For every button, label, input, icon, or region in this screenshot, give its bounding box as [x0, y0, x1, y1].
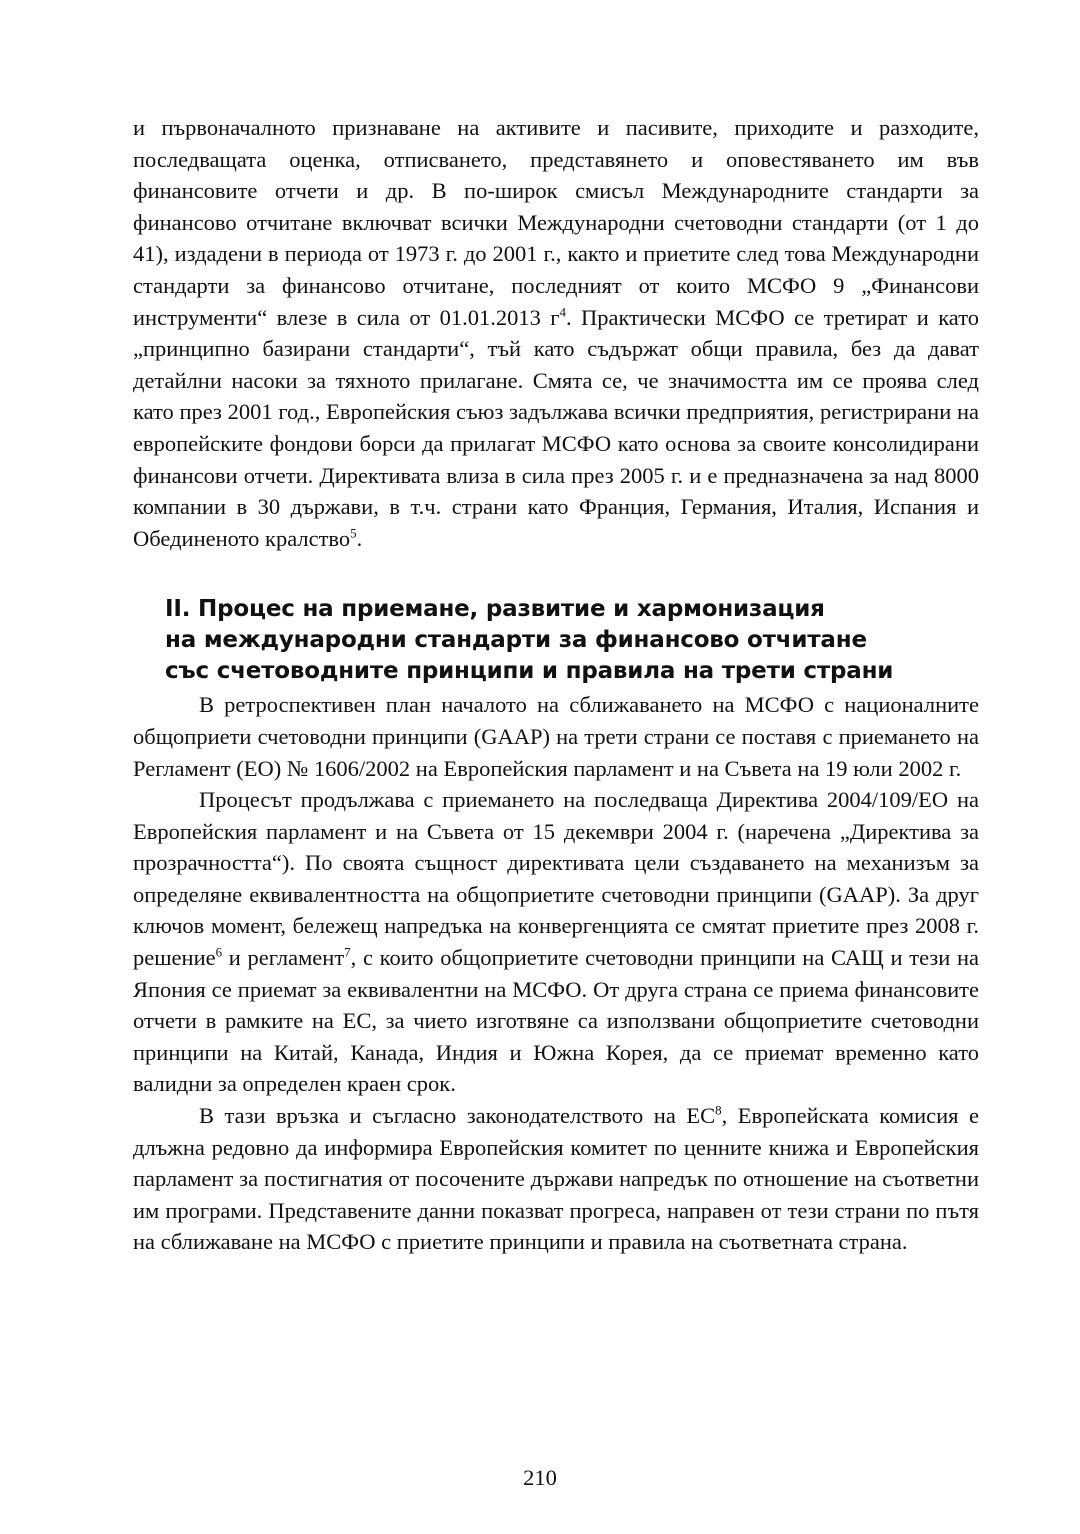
paragraph-process-text-2: и регламент	[222, 945, 345, 971]
footnote-ref-7[interactable]: 7	[344, 944, 351, 960]
paragraph-commission-text-2: , Европейската комисия е длъжна редовно да информира Европейския комитет по ценните книжа и Европейския парламент за постигнатия от посочените държави напредък по отношение на съответни им програми. Представените данни показват прогреса, направен от тези страни по пътя на сближаване на МСФО с приетите принципи и правила на съответната страна.	[133, 1103, 979, 1255]
section-heading-line-3: със счетоводните принципи и правила на трети страни	[165, 658, 894, 685]
paragraph-process-text-3: , с които общоприетите счетоводни принципи на САЩ и тези на Япония се приемат за еквивалентни на МСФО. От друга страна се приема финансовите отчети в рамките на ЕС, за чието изготвяне са използвани общоприетите счетоводни принципи на Китай, Канада, Индия и Южна Корея, да се приемат временно като валидни за определен краен срок.	[133, 945, 979, 1097]
paragraph-commission	[133, 1100, 979, 1258]
paragraph-process-text-1: Процесът продължава с приемането на последваща Директива 2004/109/ЕО на Европейския парламент и на Съвета от 15 декември 2004 г. (наречена „Директива за прозрачността“). По своята същност директивата цели създаването на механизъм за определяне еквивалентността на общоприетите счетоводни принципи (GAAP). За друг ключов момент, бележещ напредъка на конвергенцията се смятат приетите през 2008 г. решение	[133, 787, 979, 971]
document-page	[133, 112, 979, 1258]
section-heading	[165, 594, 979, 687]
paragraph-retrospective: В ретроспективен план началото на сближаването на МСФО с националните общоприети счетоводни принципи (GAAP) на трети страни се поставя с приемането на Регламент (ЕО) № 1606/2002 на Европейския парламент и на Съвета на 19 юли 2002 г.	[133, 692, 979, 781]
paragraph-intro-text-2: . Практически МСФО се третират и като „принципно базирани стандарти“, тъй като съдържат общи правила, без да дават детайлни насоки за тяхното прилагане. Смята се, че значимостта им се проява след като през 2001 год., Европейския съюз задължава всички предприятия, регистрирани на европейските фондови борси да прилагат МСФО като основа за своите консолидирани финансови отчети. Директивата влиза в сила през 2005 г. и е предназначена за над 8000 компании в 30 държави, в т.ч. страни като Франция, Германия, Италия, Испания и Обединеното кралство	[133, 304, 979, 551]
footnote-ref-4[interactable]: 4	[559, 304, 566, 320]
paragraph-intro	[133, 112, 979, 554]
section-heading-line-1: II. Процес на приемане, развитие и хармонизация	[165, 596, 825, 623]
footnote-ref-5[interactable]: 5	[350, 525, 357, 541]
paragraph-intro-text-1: и първоначалното признаване на активите и пасивите, приходите и разходите, последващата оценка, отписването, представянето и оповестяването им във финансовите отчети и др. В по-широк смисъл Международните стандарти за финансово отчитане включват всички Международни счетоводни стандарти (от 1 до 41), издадени в периода от 1973 г. до 2001 г., както и приетите след това Международни стандарти за финансово отчитане, последният от които МСФО 9 „Финансови инструменти“ влезе в сила от 01.01.2013 г	[133, 115, 979, 330]
page-number: 210	[523, 1465, 557, 1490]
section-heading-line-2: на международни стандарти за финансово отчитане	[165, 627, 867, 654]
paragraph-commission-text-1: В тази връзка и съгласно законодателството на ЕС	[199, 1103, 716, 1129]
footnote-ref-8[interactable]: 8	[715, 1102, 722, 1118]
paragraph-intro-text-3: .	[356, 525, 363, 551]
paragraph-process	[133, 784, 979, 1100]
footnote-ref-6[interactable]: 6	[215, 944, 223, 960]
